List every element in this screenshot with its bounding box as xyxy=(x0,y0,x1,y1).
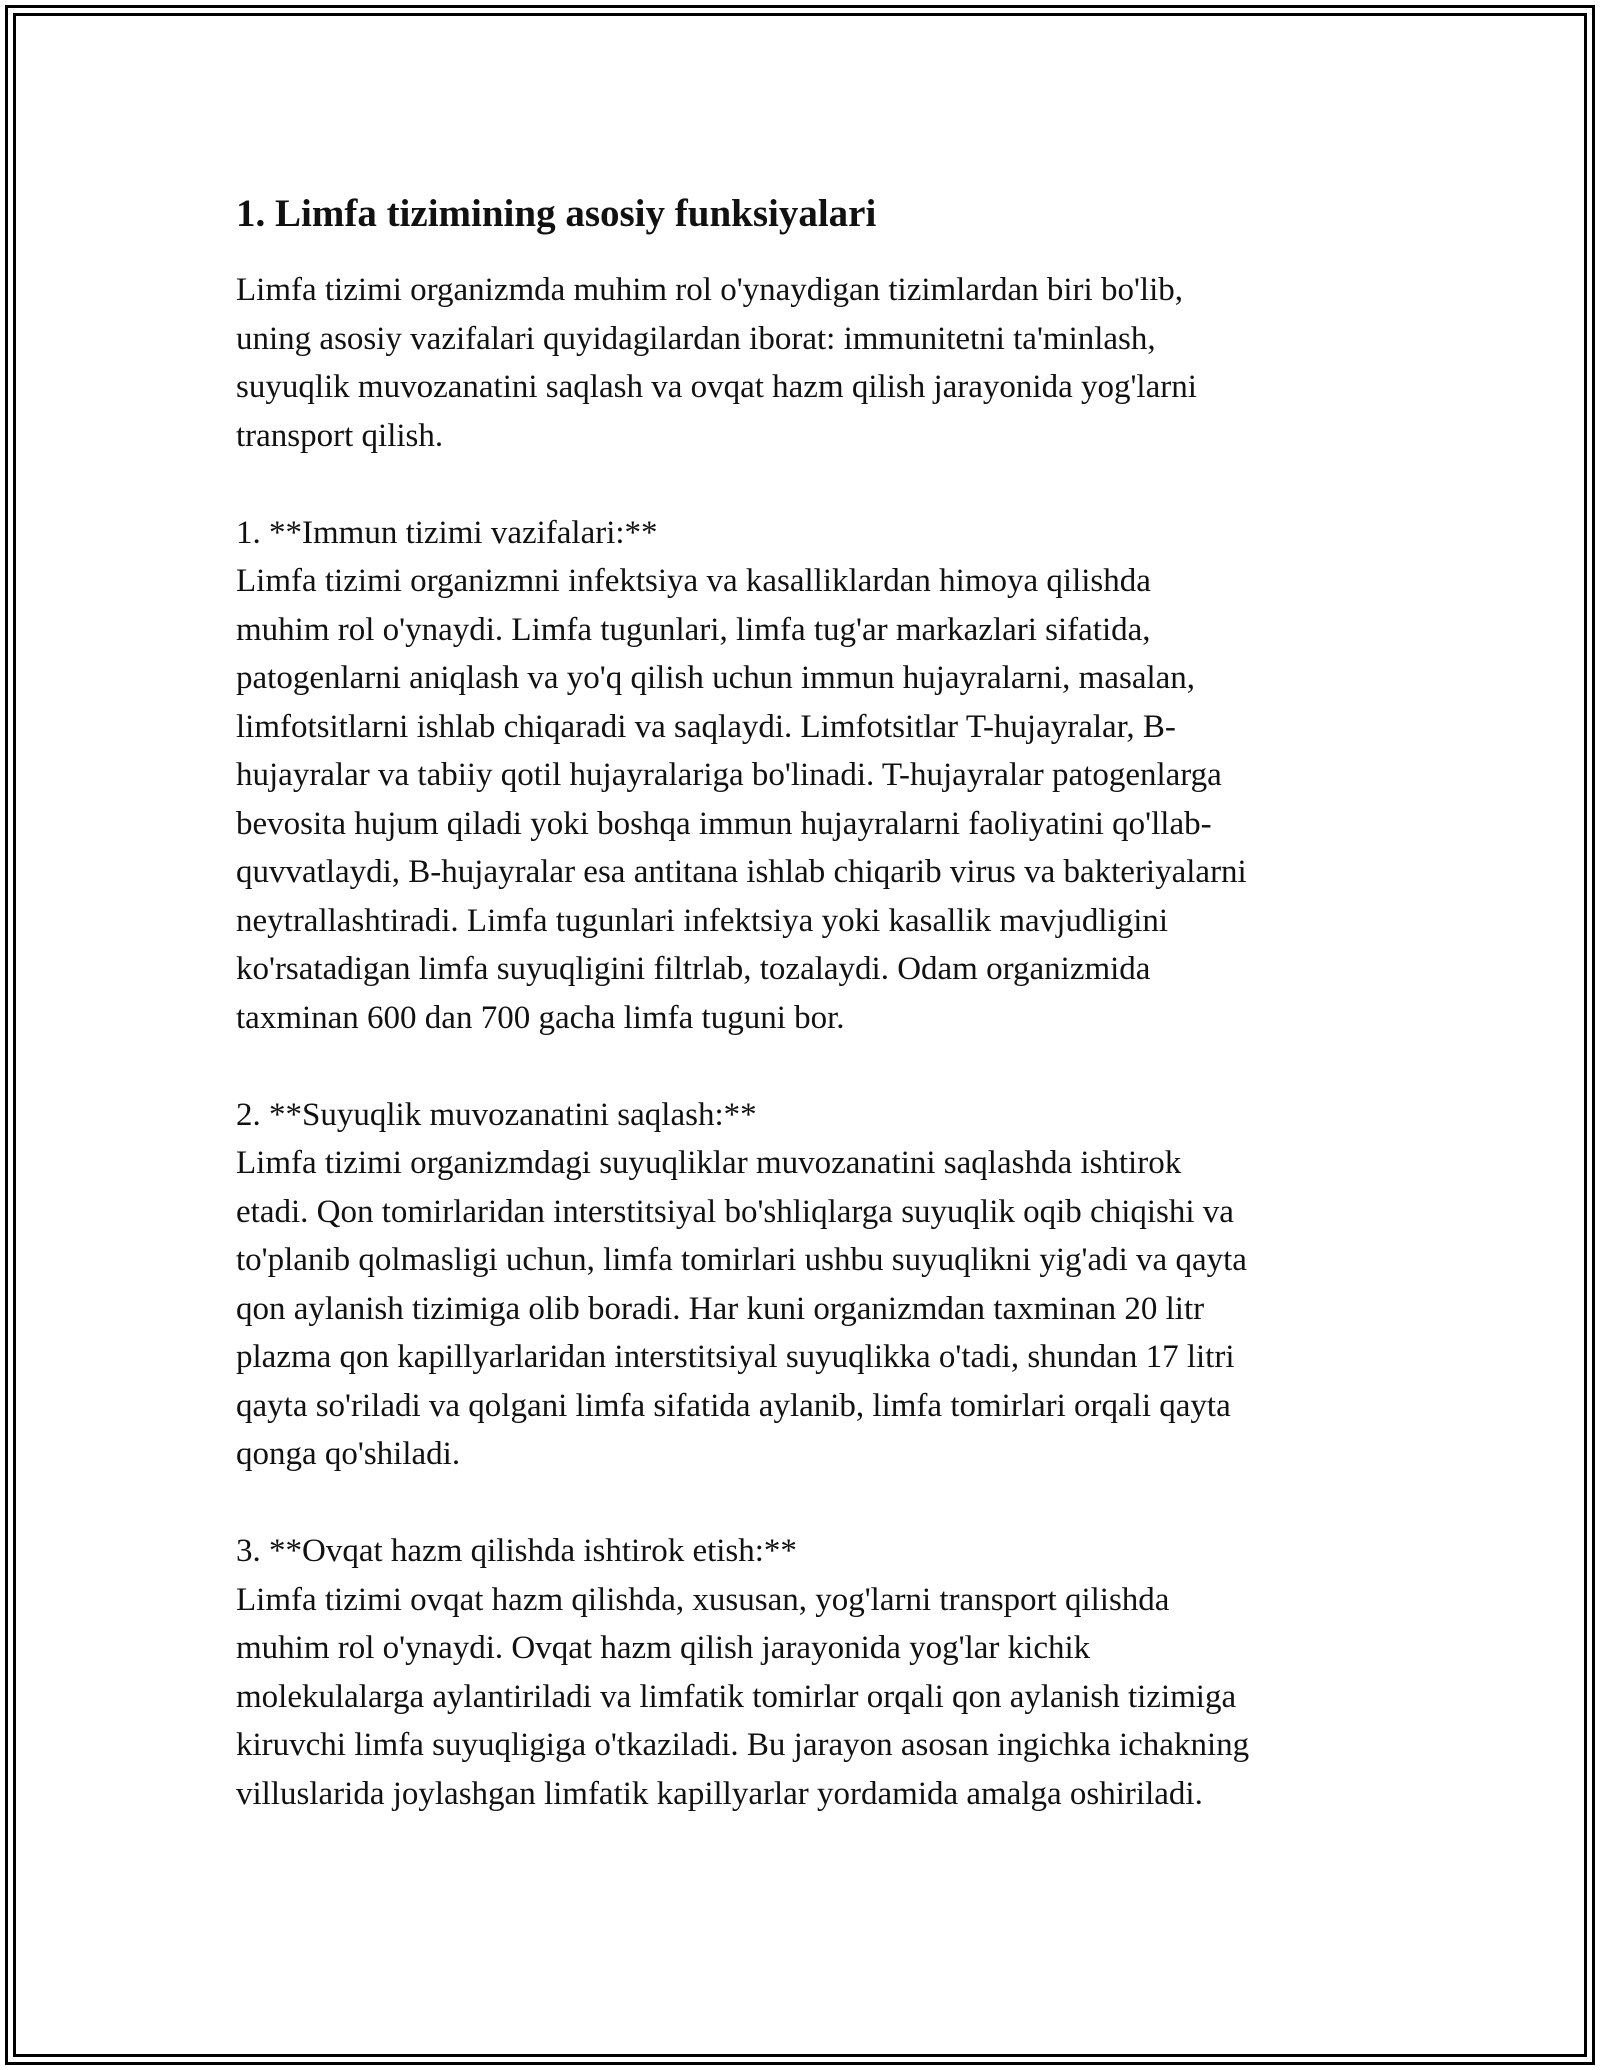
document-title: 1. Limfa tizimining asosiy funksiyalari xyxy=(236,192,877,235)
section-body-digestion: Limfa tizimi ovqat hazm qilishda, xususan, yog'larni transport qilishda muhim rol o'ynaydi. Ovqat hazm qilish jarayonida yog'lar kichik molekulalarga aylantiriladi va limfatik tomirlar orqali qon aylanish tizimiga kiruvchi limfa suyuqligiga o'tkaziladi. Bu jarayon asosan ingichka ichakning villuslarida joylashgan limfatik kapillyarlar yordamida amalga oshiriladi. xyxy=(236,1581,1250,1812)
section-heading-digestion: 3. **Ovqat hazm qilishda ishtirok etish:** xyxy=(236,1533,797,1569)
section-heading-immune: 1. **Immun tizimi vazifalari:** xyxy=(236,514,658,551)
paragraph-gap xyxy=(236,460,1376,509)
section-body-fluid-balance: Limfa tizimi organizmdagi suyuqliklar muvozanatini saqlashda ishtirok etadi. Qon tomirlaridan interstitsiyal bo'shliqlarga suyuqlik oqib chiqishi va to'planib qolmasligi uchun, limfa tomirlari ushbu suyuqlikni yig'adi va qayta qon aylanish tizimiga olib boradi. Har kuni organizmdan taxminan 20 litr plazma qon kapillyarlaridan interstitsiyal suyuqlikka o'tadi, shundan 17 litri qayta so'riladi va qolgani limfa sifatida aylanib, limfa tomirlari orqali qayta qonga qo'shiladi. xyxy=(236,1145,1247,1472)
document-body xyxy=(236,186,1376,1818)
paragraph-gap xyxy=(236,1479,1376,1528)
intro-paragraph: Limfa tizimi organizmda muhim rol o'ynaydigan tizimlardan biri bo'lib, uning asosiy vazifalari quyidagilardan iborat: immunitetni ta'minlash, suyuqlik muvozanatini saqlash va ovqat hazm qilish jarayonida yog'larni transport qilish. xyxy=(236,272,1197,454)
section-heading-fluid-balance: 2. **Suyuqlik muvozanatini saqlash:** xyxy=(236,1096,757,1133)
section-body-immune: Limfa tizimi organizmni infektsiya va kasalliklardan himoya qilishda muhim rol o'ynaydi. Limfa tugunlari, limfa tug'ar markazlari sifatida, patogenlarni aniqlash va yo'q qilish uchun immun hujayralarni, masalan, limfotsitlarni ishlab chiqaradi va saqlaydi. Limfotsitlar T-hujayralar, B- hujayralar va tabiiy qotil hujayralariga bo'linadi. T-hujayralar patogenlarga bevosita hujum qiladi yoki boshqa immun hujayralarni faoliyatini qo'llab- quvvatlaydi, B-hujayralar esa antitana ishlab chiqarib virus va bakteriyalarni neytrallashtiradi. Limfa tugunlari infektsiya yoki kasallik mavjudligini ko'rsatadigan limfa suyuqligini filtrlab, tozalaydi. Odam organizmida taxminan 600 dan 700 gacha limfa tuguni bor. xyxy=(236,563,1247,1036)
paragraph-gap xyxy=(236,1042,1376,1091)
